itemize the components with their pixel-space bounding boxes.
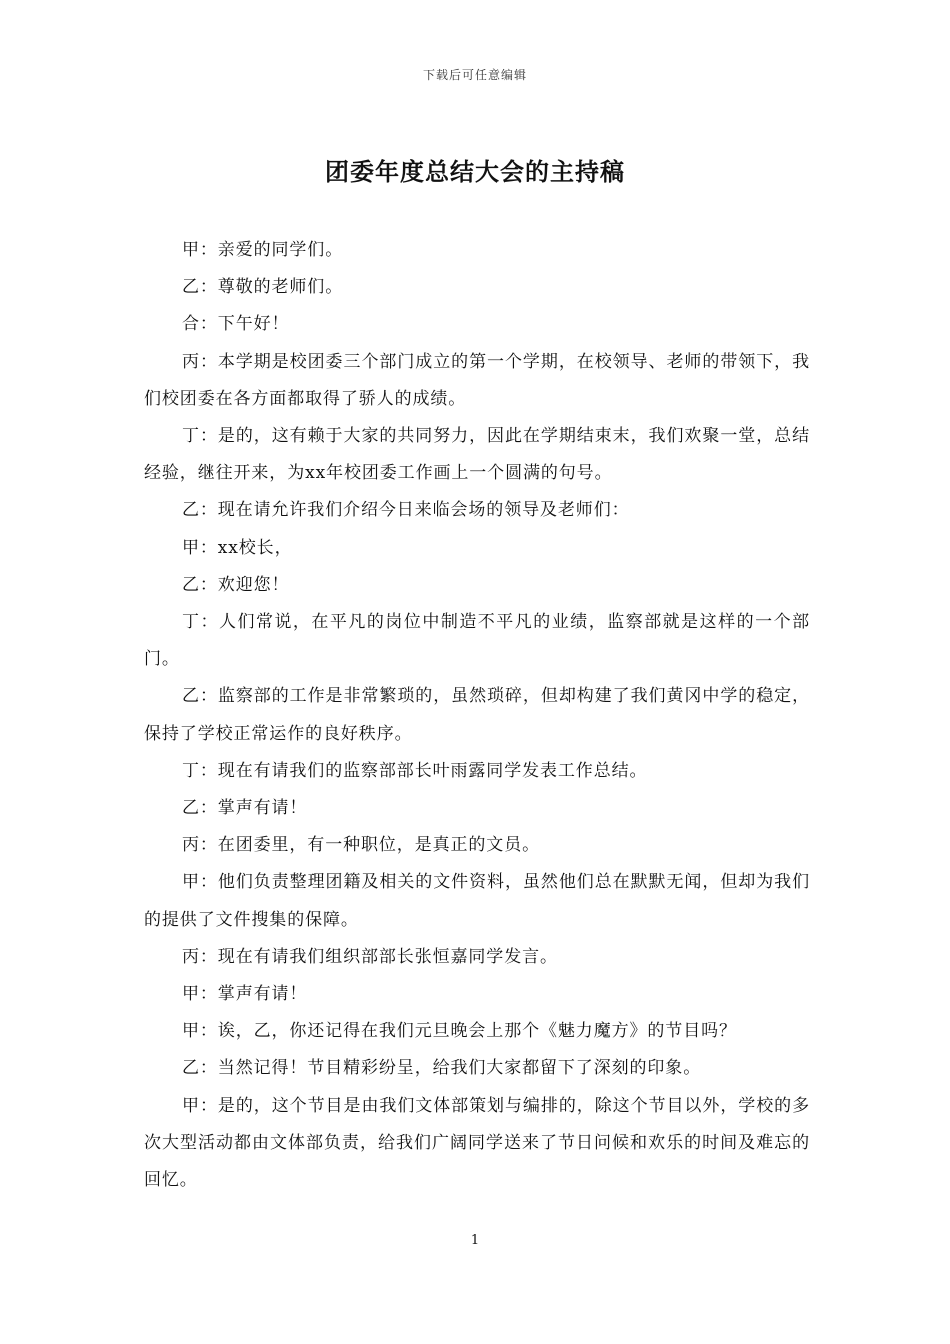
paragraph: 甲：他们负责整理团籍及相关的文件资料，虽然他们总在默默无闻，但却为我们的提供了文件搜集的保障。 — [144, 872, 810, 930]
paragraph: 乙：当然记得！节目精彩纷呈，给我们大家都留下了深刻的印象。 — [182, 1058, 702, 1079]
paragraph: 乙：掌声有请！ — [182, 798, 308, 819]
paragraph: 乙：尊敬的老师们。 — [182, 277, 344, 298]
paragraph: 甲：亲爱的同学们。 — [182, 240, 344, 260]
paragraph: 乙：监察部的工作是非常繁琐的，虽然琐碎，但却构建了我们黄冈中学的稳定，保持了学校正常运作的良好秩序。 — [144, 686, 810, 744]
page-header: 下载后可任意编辑 — [422, 68, 527, 82]
paragraph: 合：下午好！ — [182, 314, 290, 335]
paragraph: 丙：本学期是校团委三个部门成立的第一个学期，在校领导、老师的带领下，我们校团委在各方面都取得了骄人的成绩。 — [144, 351, 810, 409]
paragraph: 乙：欢迎您！ — [182, 574, 290, 595]
paragraph: 甲：是的，这个节目是由我们文体部策划与编排的，除这个节目以外，学校的多次大型活动都由文体部负责，给我们广阔同学送来了节日问候和欢乐的时间及难忘的回忆。 — [144, 1095, 810, 1191]
page-number: 1 — [470, 1233, 480, 1248]
paragraph: 丙：在团委里，有一种职位，是真正的文员。 — [182, 835, 540, 856]
paragraph: 甲：xx校长， — [182, 537, 293, 558]
paragraph: 丁：人们常说，在平凡的岗位中制造不平凡的业绩，监察部就是这样的一个部门。 — [144, 612, 810, 670]
document-body — [144, 232, 810, 1199]
paragraph: 甲：掌声有请！ — [182, 984, 308, 1005]
paragraph: 丙：现在有请我们组织部部长张恒嘉同学发言。 — [182, 946, 558, 967]
document-title: 团委年度总结大会的主持稿 — [325, 158, 625, 186]
paragraph: 甲：诶，乙，你还记得在我们元旦晚会上那个《魅力魔方》的节目吗？ — [182, 1021, 737, 1042]
paragraph: 乙：现在请允许我们介绍今日来临会场的领导及老师们： — [182, 500, 630, 521]
paragraph: 丁：是的，这有赖于大家的共同努力，因此在学期结束末，我们欢聚一堂，总结经验，继往开来，为xx年校团委工作画上一个圆满的句号。 — [144, 426, 810, 484]
paragraph: 丁：现在有请我们的监察部部长叶雨露同学发表工作总结。 — [182, 760, 648, 781]
